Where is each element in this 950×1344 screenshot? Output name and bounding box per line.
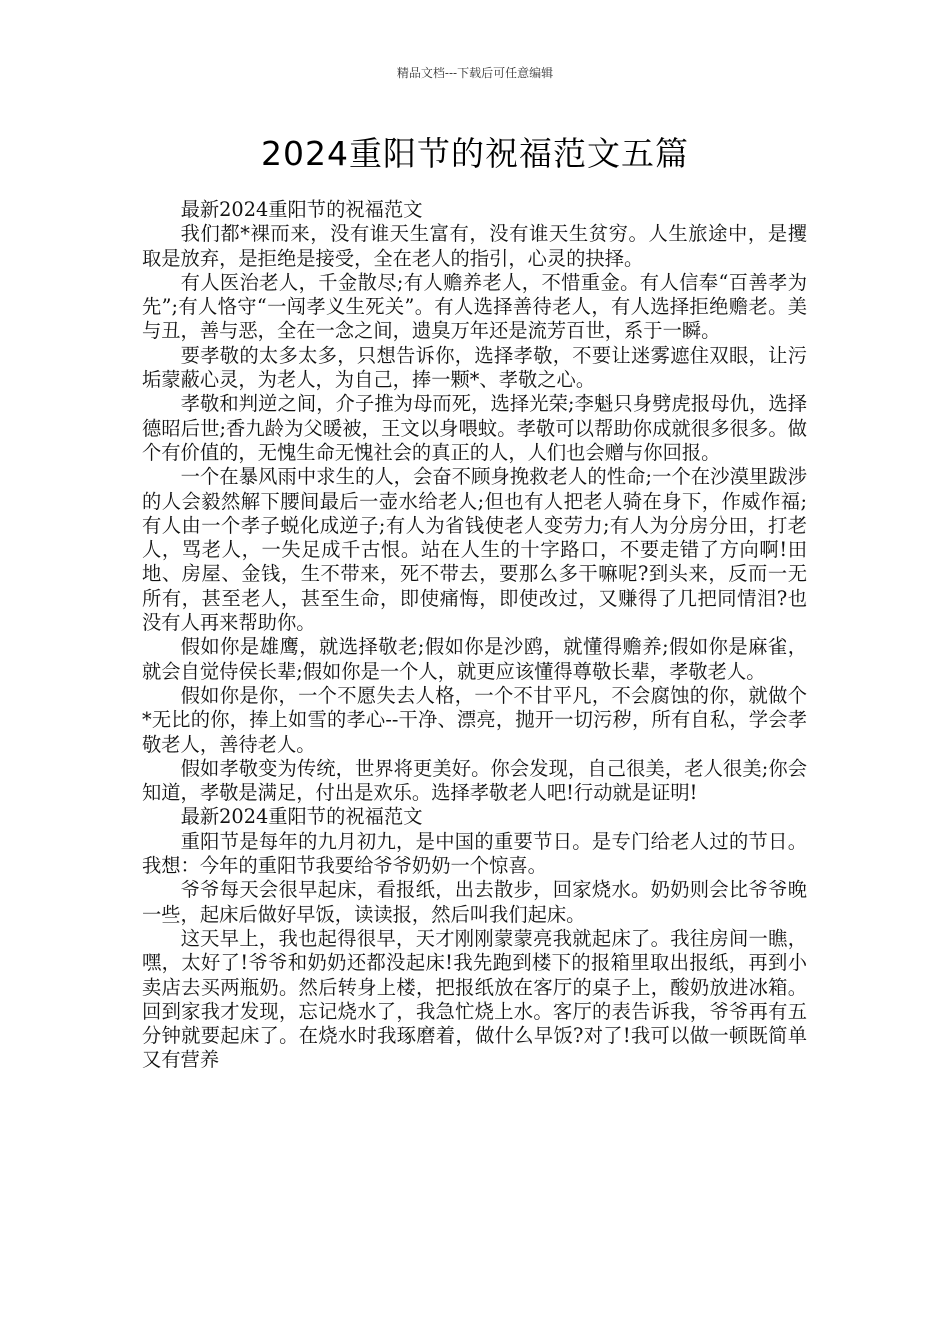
- section-heading: 最新2024重阳节的祝福范文: [180, 198, 423, 221]
- paragraph: 我们都*裸而来，没有谁天生富有，没有谁天生贫穷。人生旅途中，是攫取是放弃，是拒绝是接受，全在老人的指引，心灵的抉择。: [142, 222, 807, 270]
- page-header: 精品文档---下载后可任意编辑: [396, 66, 554, 80]
- paragraph: 假如你是你，一个不愿失去人格，一个不甘平凡，不会腐蚀的你，就做个*无比的你，捧上如雪的孝心--干净、漂亮，抛开一切污秽，所有自私，学会孝敬老人，善待老人。: [142, 683, 807, 756]
- document-title: 2024重阳节的祝福范文五篇: [261, 134, 689, 173]
- paragraph: 有人医治老人，千金散尽;有人赡养老人，不惜重金。有人信奉“百善孝为先”;有人恪守“一闯孝义生死关”。有人选择善待老人，有人选择拒绝赡老。美与丑，善与恶，全在一念之间，遗臭万年还是流芳百世，系于一瞬。: [142, 270, 807, 343]
- paragraph: 一个在暴风雨中求生的人，会奋不顾身挽救老人的性命;一个在沙漠里跋涉的人会毅然解下腰间最后一壶水给老人;但也有人把老人骑在身下，作威作福;有人由一个孝子蜕化成逆子;有人为省钱使老人变劳力;有人为分房分田，打老人，骂老人，一失足成千古恨。站在人生的十字路口，不要走错了方向啊!田地、房屋、金钱，生不带来，死不带去，要那么多干嘛呢?到头来，反而一无所有，甚至老人，甚至生命，即使痛悔，即使改过，又赚得了几把同情泪?也没有人再来帮助你。: [142, 465, 807, 635]
- section-heading: 最新2024重阳节的祝福范文: [180, 805, 423, 829]
- paragraph: 要孝敬的太多太多，只想告诉你，选择孝敬，不要让迷雾遮住双眼，让污垢蒙蔽心灵，为老人，为自己，捧一颗*、孝敬之心。: [142, 343, 807, 392]
- paragraph: 假如你是雄鹰，就选择敬老;假如你是沙鸥，就懂得赡养;假如你是麻雀，就会自觉侍侯长辈;假如你是一个人，就更应该懂得尊敬长辈，孝敬老人。: [142, 635, 807, 683]
- paragraph: 这天早上，我也起得很早，天才刚刚蒙蒙亮我就起床了。我往房间一瞧，嘿，太好了!爷爷和奶奶还都没起床!我先跑到楼下的报箱里取出报纸，再到小卖店去买两瓶奶。然后转身上楼，把报纸放在客厅的桌子上，酸奶放进冰箱。回到家我才发现，忘记烧水了，我急忙烧上水。客厅的表告诉我，爷爷再有五分钟就要起床了。在烧水时我琢磨着，做什么早饭?对了!我可以做一顿既简单又有营养: [142, 926, 807, 1072]
- paragraph: 爷爷每天会很早起床，看报纸，出去散步，回家烧水。奶奶则会比爷爷晚一些，起床后做好早饭，读读报，然后叫我们起床。: [142, 878, 807, 926]
- document-body: [142, 198, 807, 1073]
- paragraph: 假如孝敬变为传统，世界将更美好。你会发现，自己很美，老人很美;你会知道，孝敬是满足，付出是欢乐。选择孝敬老人吧!行动就是证明!: [142, 756, 807, 805]
- paragraph: 孝敬和判逆之间，介子推为母而死，选择光荣;李魁只身劈虎报母仇，选择德昭后世;香九龄为父暖被，王文以身喂蚊。孝敬可以帮助你成就很多很多。做个有价值的，无愧生命无愧社会的真正的人，人们也会赠与你回报。: [142, 392, 807, 464]
- paragraph: 重阳节是每年的九月初九，是中国的重要节日。是专门给老人过的节日。我想：今年的重阳节我要给爷爷奶奶一个惊喜。: [142, 829, 807, 878]
